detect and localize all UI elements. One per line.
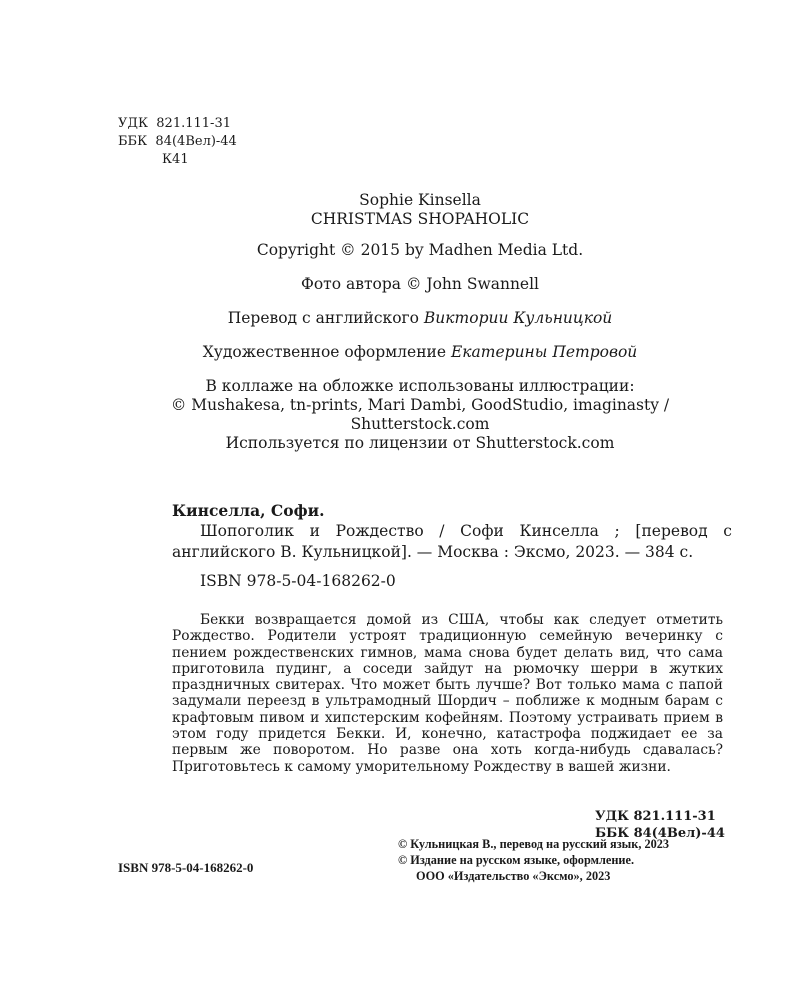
translator-name: Виктории Кульницкой (423, 309, 613, 327)
udk-code-right: УДК 821.111-31 (595, 809, 716, 824)
author-mark: К41 (162, 152, 189, 167)
cover-illustration-credits (100, 377, 740, 453)
copyright-line: © Кульницкая В., перевод на русский язык, 2023 (398, 837, 670, 851)
book-abstract: Бекки возвращается домой из США, чтобы как следует отметить Рождество. Родители устроят традиционную семейную вечеринку с пением рождественских гимнов, мама снова будет делать вид, что сама приготовила пудинг, а соседи зайдут на рюмочку шерри в жутких праздничных свитерах. Что может быть лучше? Вот только мама с папой задумали переезд в ультрамодный Шордич – поближе к модным барам с крафтовым пивом и хипстерским кофейням. Поэтому устраивать прием в этом году придется Бекки. И, конечно, катастрофа поджидает ее за первым же поворотом. Но разве она хоть когда-нибудь сдавалась? Приготовьтесь к самому уморительному Рождеству в вашей жизни. (172, 612, 723, 775)
record-isbn: ISBN 978-5-04-168262-0 (200, 572, 396, 590)
original-credits (100, 191, 740, 229)
title-en: CHRISTMAS SHOPAHOLIC (310, 210, 530, 228)
designer-name: Екатерины Петровой (450, 343, 638, 361)
udk-code: УДК 821.111-31 (118, 116, 231, 131)
record-description: Шопоголик и Рождество / Софи Кинселла ; [перевод с английского В. Кульницкой]. — Москва : Эксмо, 2023. — 384 с. (172, 522, 732, 561)
translation-prefix: Перевод с английского (227, 309, 419, 327)
isbn-bottom: ISBN 978-5-04-168262-0 (118, 860, 254, 875)
copyright-line: Copyright © 2015 by Madhen Media Ltd. (256, 241, 584, 259)
classification-top (118, 115, 237, 169)
copyright-block (398, 836, 669, 884)
copyright-line: © Издание на русском языке, оформление. (398, 853, 635, 867)
cover-credit-line: Shutterstock.com (350, 415, 490, 433)
copyright-line: ООО «Издательство «Эксмо», 2023 (416, 869, 611, 883)
cover-credit-line: © Mushakesa, tn-prints, Mari Dambi, GoodStudio, imaginasty / (170, 396, 670, 414)
design-credit (100, 343, 740, 362)
bibliographic-record (172, 500, 732, 592)
author-name-en: Sophie Kinsella (359, 191, 481, 209)
translation-credit (100, 309, 740, 328)
cover-credit-line: Используется по лицензии от Shutterstock.com (225, 434, 615, 452)
design-prefix: Художественное оформление (202, 343, 447, 361)
bbk-code: ББК 84(4Вел)-44 (118, 134, 237, 149)
photo-credit: Фото автора © John Swannell (300, 275, 540, 293)
bbk-code-right: ББК 84(4Вел)-44 (595, 826, 725, 841)
cover-credit-line: В коллаже на обложке использованы иллюстрации: (205, 377, 635, 395)
record-author: Кинселла, Софи. (172, 501, 325, 520)
